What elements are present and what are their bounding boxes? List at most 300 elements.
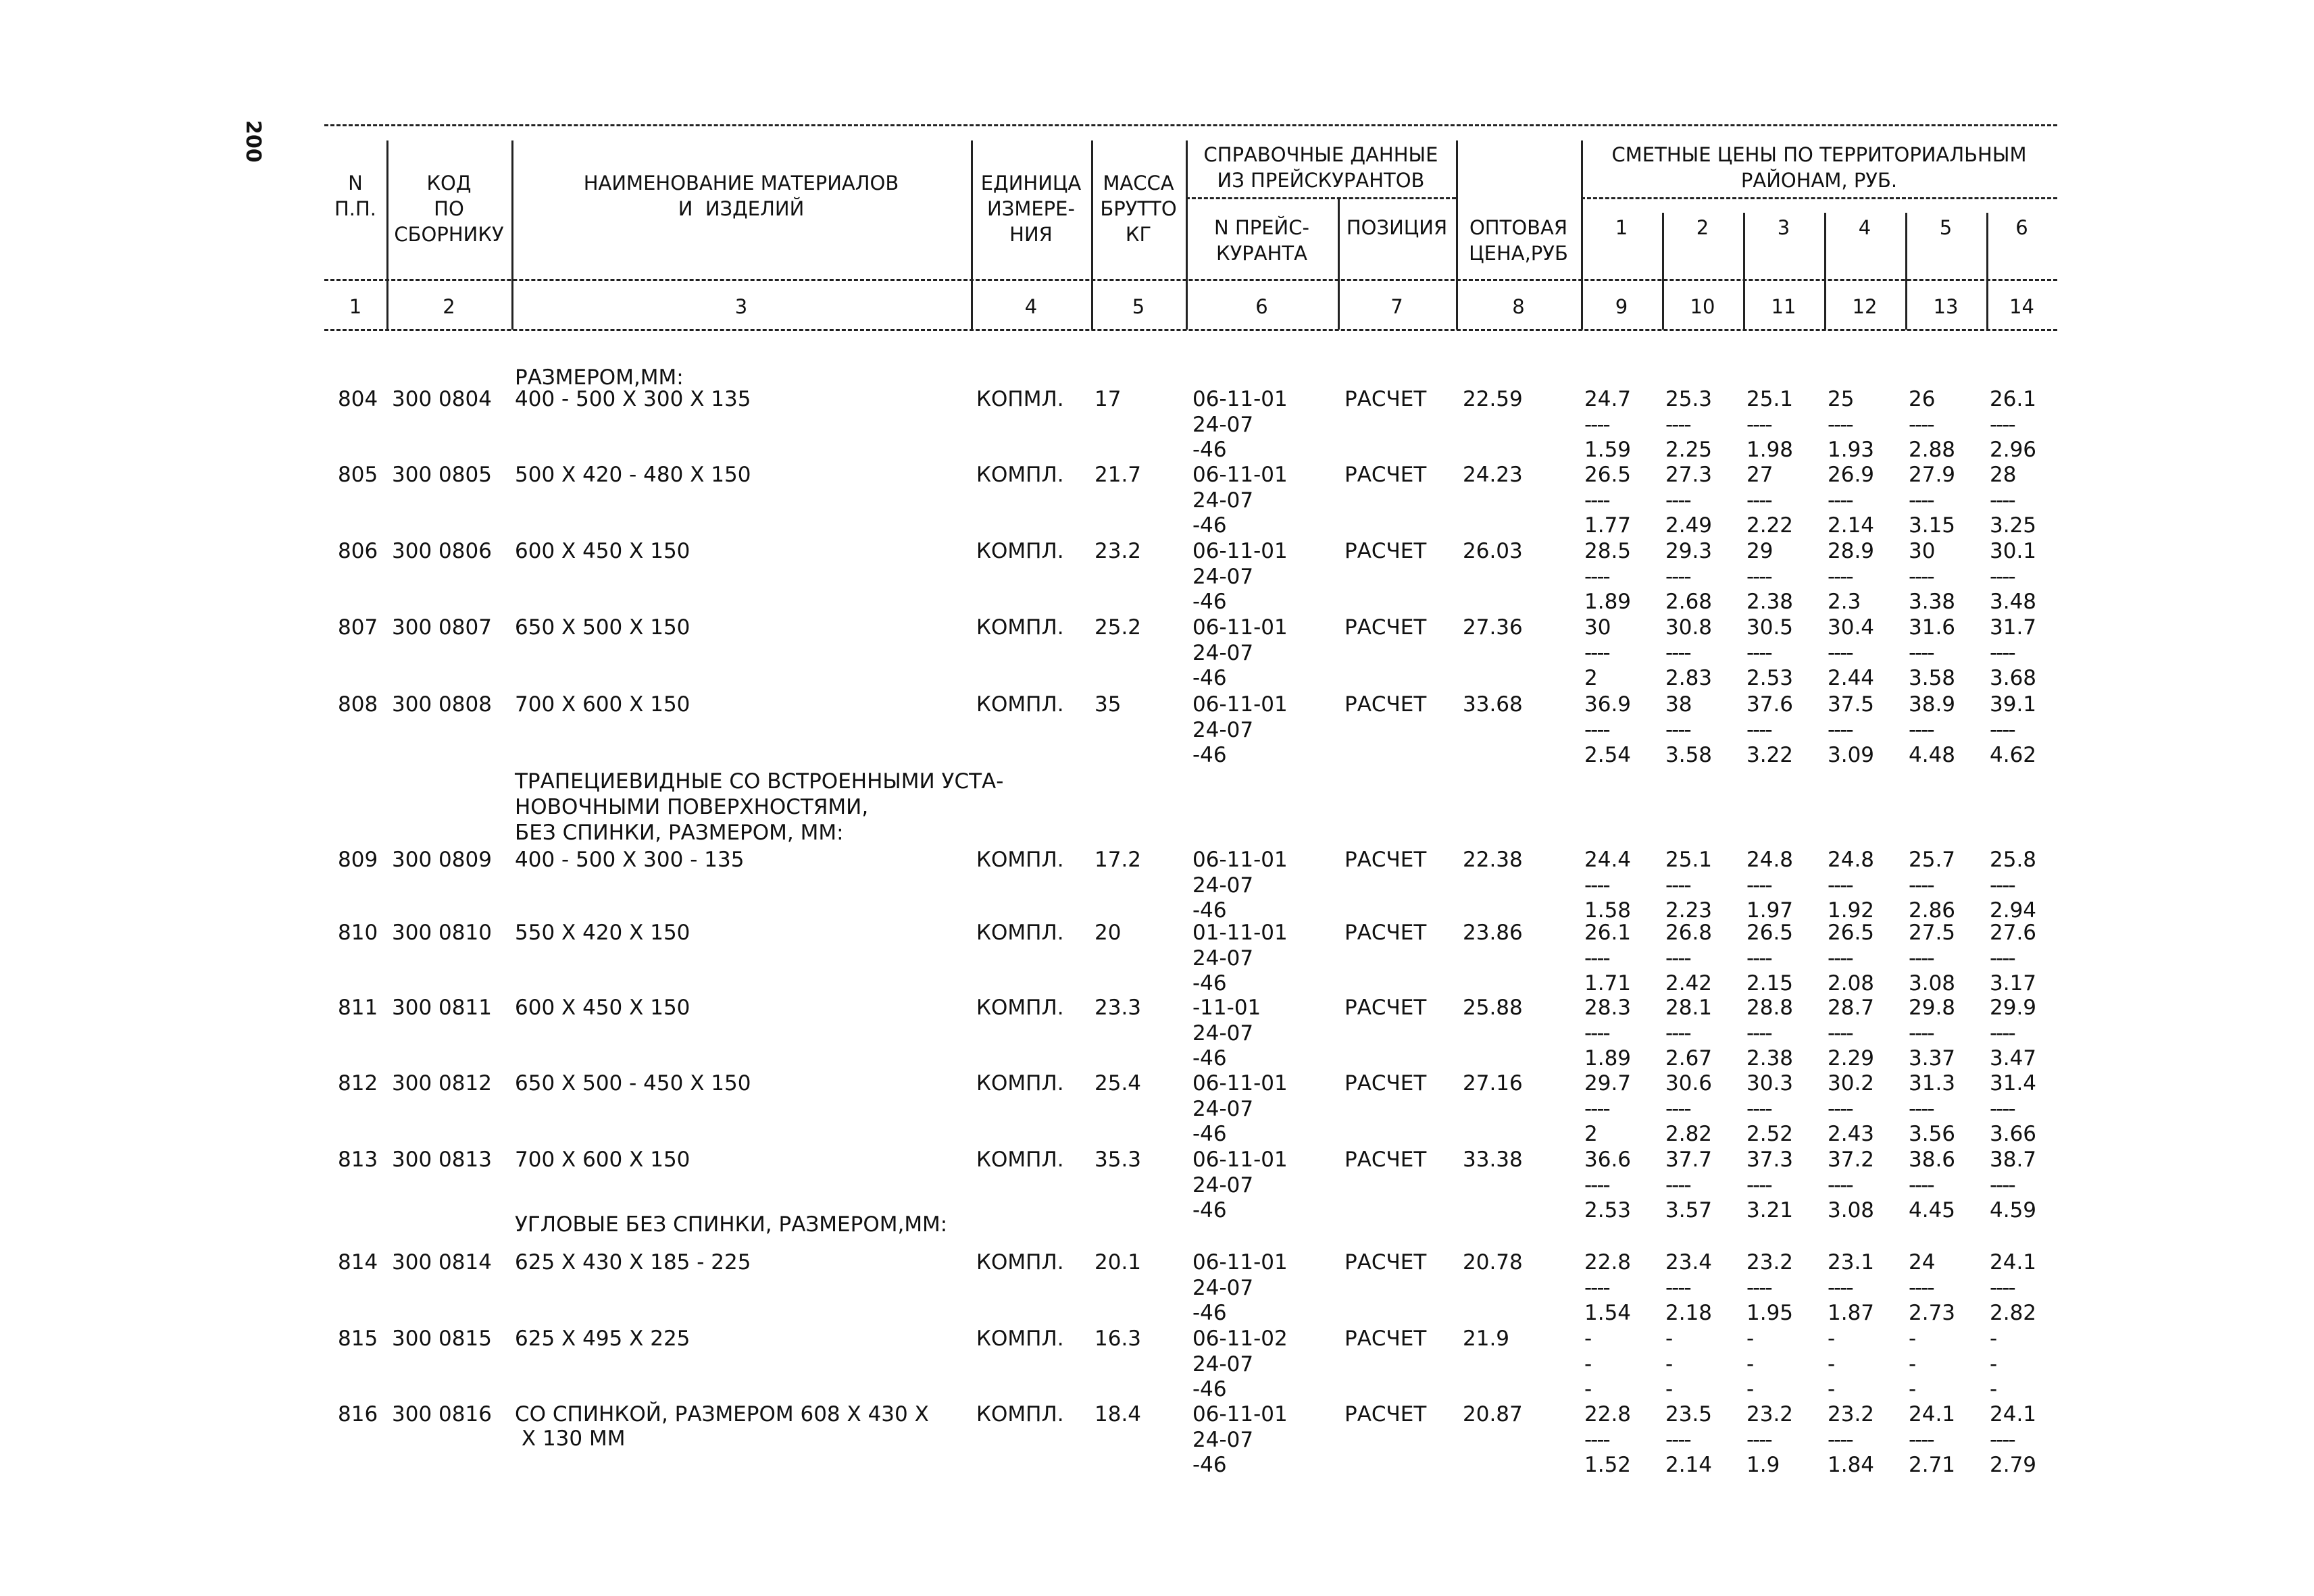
row-region-price: 25.3 <box>1665 387 1713 411</box>
row-region-price-transport: 2.79 <box>1990 1453 2037 1477</box>
row-mass: 20.1 <box>1095 1250 1142 1275</box>
fraction-bar: ---- <box>1990 1021 2015 1046</box>
row-pricelist: -46 <box>1192 743 1227 767</box>
row-pricelist: -46 <box>1192 513 1227 538</box>
row-wholesale-price: 26.03 <box>1463 539 1523 563</box>
price-group-rule <box>1581 197 2057 199</box>
row-region-price-transport: 3.66 <box>1990 1122 2037 1146</box>
fraction-bar: ---- <box>1990 946 2015 971</box>
row-name: 400 - 500 X 300 - 135 <box>515 848 745 872</box>
row-unit: КОМПЛ. <box>976 848 1064 872</box>
fraction-bar: ---- <box>1990 873 2015 898</box>
row-region-price: 30.1 <box>1990 539 2037 563</box>
row-unit: КОМПЛ. <box>976 615 1064 640</box>
fraction-bar: ---- <box>1665 1173 1690 1198</box>
row-region-price-transport: 2.38 <box>1746 590 1794 614</box>
row-region-price: 26 <box>1909 387 1936 411</box>
row-mass: 21.7 <box>1095 463 1142 487</box>
row-name: 400 - 500 X 300 X 135 <box>515 387 751 411</box>
row-region-price: 28.5 <box>1584 539 1632 563</box>
row-mass: 23.2 <box>1095 539 1142 563</box>
fraction-bar: ---- <box>1909 717 1934 742</box>
fraction-bar: ---- <box>1909 1021 1934 1046</box>
row-region-price: 27.6 <box>1990 921 2037 945</box>
row-pricelist: -46 <box>1192 438 1227 462</box>
fraction-bar: ---- <box>1584 717 1609 742</box>
table-header <box>324 122 2057 334</box>
row-region-price-transport: 3.15 <box>1909 513 1956 538</box>
header-col-price: ОПТОВАЯ ЦЕНА,РУБ <box>1469 216 1568 265</box>
row-pricelist: -46 <box>1192 1301 1227 1325</box>
fraction-bar: ---- <box>1665 1275 1690 1300</box>
fraction-bar: ---- <box>1584 1173 1609 1198</box>
row-position: РАСЧЕТ <box>1344 996 1427 1020</box>
row-region-price-transport: 2.71 <box>1909 1453 1956 1477</box>
row-region-price-transport: 2.14 <box>1828 513 1875 538</box>
row-region-price: 23.5 <box>1665 1402 1713 1426</box>
row-mass: 20 <box>1095 921 1122 945</box>
row-region-price: 30.6 <box>1665 1071 1713 1096</box>
row-region-price: 24.8 <box>1746 848 1794 872</box>
row-region-price: 30.3 <box>1746 1071 1794 1096</box>
row-pricelist: 06-11-01 <box>1192 539 1288 563</box>
fraction-bar: ---- <box>1828 1275 1853 1300</box>
row-region-price-transport: 2.08 <box>1828 971 1875 996</box>
row-name: 650 X 500 X 150 <box>515 615 690 640</box>
fraction-bar: ---- <box>1665 640 1690 665</box>
header-col-unit: ЕДИНИЦА ИЗМЕРЕ- НИЯ <box>980 172 1082 246</box>
row-pricelist: -46 <box>1192 898 1227 923</box>
row-wholesale-price: 24.23 <box>1463 463 1523 487</box>
row-region-price-transport: - <box>1909 1377 1917 1401</box>
row-code: 300 0814 <box>392 1250 492 1275</box>
header-col-code: КОД ПО СБОРНИКУ <box>394 172 504 246</box>
row-region-price-transport: 1.92 <box>1828 898 1875 923</box>
row-region-price-transport: - <box>1584 1377 1592 1401</box>
fraction-bar: ---- <box>1746 873 1771 898</box>
row-wholesale-price: 33.68 <box>1463 692 1523 717</box>
row-region-price: 38.7 <box>1990 1148 2037 1172</box>
row-region-price: 30.5 <box>1746 615 1794 640</box>
row-region-price: 24.1 <box>1909 1402 1956 1426</box>
row-region-price: - <box>1584 1327 1592 1351</box>
header-mid-rule <box>324 279 2057 281</box>
fraction-bar: - <box>1665 1352 1672 1376</box>
row-region-price-transport: 2.53 <box>1584 1198 1632 1222</box>
row-pricelist: 24-07 <box>1192 1021 1254 1046</box>
row-name: 700 X 600 X 150 <box>515 692 690 717</box>
fraction-bar: ---- <box>1828 564 1853 589</box>
fraction-bar: ---- <box>1584 564 1609 589</box>
row-region-price-transport: 3.37 <box>1909 1046 1956 1071</box>
row-position: РАСЧЕТ <box>1344 463 1427 487</box>
row-region-price: 25.7 <box>1909 848 1956 872</box>
fraction-bar: ---- <box>1909 946 1934 971</box>
row-region-price-transport: 2.18 <box>1665 1301 1713 1325</box>
fraction-bar: ---- <box>1746 1096 1771 1121</box>
fraction-bar: ---- <box>1909 1096 1934 1121</box>
header-col-index: 12 <box>1852 295 1878 318</box>
row-region-price-transport: 2.3 <box>1828 590 1861 614</box>
row-number: 815 <box>338 1327 378 1351</box>
row-region-price-transport: 2.52 <box>1746 1122 1794 1146</box>
row-region-price: - <box>1990 1327 1998 1351</box>
ref-group-rule <box>1186 197 1456 199</box>
row-pricelist: -46 <box>1192 1046 1227 1071</box>
row-wholesale-price: 22.38 <box>1463 848 1523 872</box>
row-pricelist: -46 <box>1192 1198 1227 1222</box>
row-region-price: 23.1 <box>1828 1250 1875 1275</box>
row-region-price: 24.7 <box>1584 387 1632 411</box>
row-region-price: 28.7 <box>1828 996 1875 1020</box>
row-region-price-transport: 2.25 <box>1665 438 1713 462</box>
fraction-bar: ---- <box>1665 412 1690 437</box>
row-pricelist: 06-11-01 <box>1192 387 1288 411</box>
row-wholesale-price: 20.78 <box>1463 1250 1523 1275</box>
row-region-price-transport: 1.89 <box>1584 590 1632 614</box>
row-region-price-transport: 2.73 <box>1909 1301 1956 1325</box>
row-region-price-transport: 2.42 <box>1665 971 1713 996</box>
row-region-price-transport: 2.67 <box>1665 1046 1713 1071</box>
fraction-bar: ---- <box>1828 488 1853 513</box>
row-pricelist: 06-11-01 <box>1192 692 1288 717</box>
page-number: 200 <box>241 120 265 163</box>
fraction-bar: ---- <box>1746 717 1771 742</box>
row-region-price: 39.1 <box>1990 692 2037 717</box>
fraction-bar: ---- <box>1990 488 2015 513</box>
section-title: РАЗМЕРОМ,ММ: <box>515 365 684 390</box>
row-region-price-transport: 1.52 <box>1584 1453 1632 1477</box>
row-region-price: 28.8 <box>1746 996 1794 1020</box>
row-region-price: 38.6 <box>1909 1148 1956 1172</box>
row-pricelist: -46 <box>1192 1122 1227 1146</box>
row-pricelist: 06-11-01 <box>1192 1250 1288 1275</box>
row-region-price-transport: 3.17 <box>1990 971 2037 996</box>
fraction-bar: ---- <box>1584 873 1609 898</box>
row-number: 808 <box>338 692 378 717</box>
row-region-price-transport: 3.09 <box>1828 743 1875 767</box>
row-region-price-transport: 3.25 <box>1990 513 2037 538</box>
fraction-bar: ---- <box>1828 946 1853 971</box>
row-region-price: 22.8 <box>1584 1250 1632 1275</box>
row-region-price: 28.1 <box>1665 996 1713 1020</box>
row-region-price-transport: 4.59 <box>1990 1198 2037 1222</box>
row-number: 805 <box>338 463 378 487</box>
row-region-price: 37.2 <box>1828 1148 1875 1172</box>
row-number: 814 <box>338 1250 378 1275</box>
row-region-price: 23.4 <box>1665 1250 1713 1275</box>
row-unit: КОМПЛ. <box>976 1402 1064 1426</box>
row-region-price: 29.3 <box>1665 539 1713 563</box>
header-col-index: 4 <box>1024 295 1038 318</box>
row-pricelist: 06-11-01 <box>1192 463 1288 487</box>
row-region-price-transport: 1.77 <box>1584 513 1632 538</box>
row-position: РАСЧЕТ <box>1344 1148 1427 1172</box>
row-name: 600 X 450 X 150 <box>515 539 690 563</box>
row-pricelist: 24-07 <box>1192 1352 1254 1376</box>
row-position: РАСЧЕТ <box>1344 692 1427 717</box>
header-col-index: 11 <box>1771 295 1796 318</box>
row-number: 816 <box>338 1402 378 1426</box>
row-number: 807 <box>338 615 378 640</box>
row-pricelist: 24-07 <box>1192 1096 1254 1121</box>
header-region-4: 4 <box>1858 216 1871 239</box>
row-region-price-transport: - <box>1990 1377 1998 1401</box>
row-region-price-transport: 3.68 <box>1990 666 2037 690</box>
fraction-bar: ---- <box>1665 564 1690 589</box>
row-region-price: 24.8 <box>1828 848 1875 872</box>
row-region-price: 26.9 <box>1828 463 1875 487</box>
row-region-price-transport: 2.82 <box>1990 1301 2037 1325</box>
row-wholesale-price: 23.86 <box>1463 921 1523 945</box>
row-region-price-transport: 3.58 <box>1909 666 1956 690</box>
row-region-price-transport: 3.47 <box>1990 1046 2037 1071</box>
row-code: 300 0816 <box>392 1402 492 1426</box>
row-region-price-transport: 2.94 <box>1990 898 2037 923</box>
row-region-price-transport: 1.58 <box>1584 898 1632 923</box>
row-region-price: - <box>1909 1327 1917 1351</box>
row-pricelist: 24-07 <box>1192 1275 1254 1300</box>
fraction-bar: ---- <box>1828 412 1853 437</box>
row-region-price-transport: 3.38 <box>1909 590 1956 614</box>
fraction-bar: ---- <box>1665 1427 1690 1452</box>
row-region-price-transport: 2 <box>1584 1122 1598 1146</box>
row-region-price: 24.1 <box>1990 1402 2037 1426</box>
fraction-bar: ---- <box>1990 564 2015 589</box>
row-unit: КОМПЛ. <box>976 996 1064 1020</box>
header-bottom-rule <box>324 329 2057 331</box>
fraction-bar: ---- <box>1746 564 1771 589</box>
header-col-index: 3 <box>734 295 748 318</box>
row-region-price: 26.1 <box>1990 387 2037 411</box>
row-region-price-transport: 2.15 <box>1746 971 1794 996</box>
fraction-bar: ---- <box>1828 1427 1853 1452</box>
row-region-price: 26.5 <box>1746 921 1794 945</box>
row-name: 625 X 430 X 185 - 225 <box>515 1250 751 1275</box>
header-col-mass: МАССА БРУТТО КГ <box>1100 172 1177 246</box>
fraction-bar: ---- <box>1909 873 1934 898</box>
row-number: 804 <box>338 387 378 411</box>
header-col-index: 8 <box>1512 295 1525 318</box>
row-pricelist: 24-07 <box>1192 873 1254 898</box>
fraction-bar: ---- <box>1909 1173 1934 1198</box>
row-position: РАСЧЕТ <box>1344 539 1427 563</box>
row-region-price: - <box>1828 1327 1836 1351</box>
row-region-price: 36.9 <box>1584 692 1632 717</box>
row-region-price: 23.2 <box>1828 1402 1875 1426</box>
fraction-bar: ---- <box>1584 946 1609 971</box>
row-region-price: 29.8 <box>1909 996 1956 1020</box>
row-region-price: 31.6 <box>1909 615 1956 640</box>
row-region-price-transport: 1.87 <box>1828 1301 1875 1325</box>
row-pricelist: 24-07 <box>1192 1427 1254 1452</box>
row-wholesale-price: 27.16 <box>1463 1071 1523 1096</box>
fraction-bar: ---- <box>1584 1096 1609 1121</box>
fraction-bar: ---- <box>1746 1427 1771 1452</box>
row-pricelist: 24-07 <box>1192 412 1254 437</box>
row-region-price-transport: 2.54 <box>1584 743 1632 767</box>
fraction-bar: ---- <box>1746 1021 1771 1046</box>
row-pricelist: -46 <box>1192 590 1227 614</box>
row-unit: КОМПЛ. <box>976 539 1064 563</box>
header-region-6: 6 <box>2015 216 2028 239</box>
fraction-bar: ---- <box>1584 1275 1609 1300</box>
fraction-bar: ---- <box>1746 488 1771 513</box>
header-col-index: 5 <box>1132 295 1145 318</box>
row-pricelist: 24-07 <box>1192 946 1254 971</box>
row-region-price: 37.7 <box>1665 1148 1713 1172</box>
fraction-bar: ---- <box>1665 1096 1690 1121</box>
row-region-price-transport: 4.48 <box>1909 743 1956 767</box>
fraction-bar: ---- <box>1584 640 1609 665</box>
row-region-price: 26.5 <box>1584 463 1632 487</box>
row-position: РАСЧЕТ <box>1344 387 1427 411</box>
fraction-bar: ---- <box>1990 1275 2015 1300</box>
row-region-price-transport: 1.97 <box>1746 898 1794 923</box>
fraction-bar: ---- <box>1990 1096 2015 1121</box>
row-wholesale-price: 20.87 <box>1463 1402 1523 1426</box>
row-region-price: 30 <box>1584 615 1611 640</box>
row-code: 300 0806 <box>392 539 492 563</box>
row-pricelist: 01-11-01 <box>1192 921 1288 945</box>
fraction-bar: ---- <box>1990 640 2015 665</box>
section-title: УГЛОВЫЕ БЕЗ СПИНКИ, РАЗМЕРОМ,ММ: <box>515 1212 948 1237</box>
row-pricelist: 06-11-01 <box>1192 848 1288 872</box>
row-wholesale-price: 22.59 <box>1463 387 1523 411</box>
row-pricelist: 06-11-01 <box>1192 1148 1288 1172</box>
row-region-price: 24 <box>1909 1250 1936 1275</box>
fraction-bar: ---- <box>1828 640 1853 665</box>
row-region-price-transport: 2.44 <box>1828 666 1875 690</box>
row-region-price: 38.9 <box>1909 692 1956 717</box>
row-region-price: 22.8 <box>1584 1402 1632 1426</box>
fraction-bar: ---- <box>1584 488 1609 513</box>
row-region-price-transport: 1.98 <box>1746 438 1794 462</box>
row-region-price: - <box>1665 1327 1674 1351</box>
row-region-price-transport: 3.21 <box>1746 1198 1794 1222</box>
fraction-bar: - <box>1909 1352 1915 1376</box>
fraction-bar: ---- <box>1746 1275 1771 1300</box>
row-region-price: 30 <box>1909 539 1936 563</box>
row-region-price-transport: 2.68 <box>1665 590 1713 614</box>
row-region-price-transport: 1.59 <box>1584 438 1632 462</box>
row-code: 300 0815 <box>392 1327 492 1351</box>
header-region-5: 5 <box>1939 216 1953 239</box>
row-region-price: 24.4 <box>1584 848 1632 872</box>
row-region-price: 27 <box>1746 463 1774 487</box>
row-region-price-transport: 2.82 <box>1665 1122 1713 1146</box>
header-col-name: НАИМЕНОВАНИЕ МАТЕРИАЛОВ И ИЗДЕЛИЙ <box>583 172 899 220</box>
fraction-bar: ---- <box>1828 873 1853 898</box>
fraction-bar: ---- <box>1746 412 1771 437</box>
row-position: РАСЧЕТ <box>1344 615 1427 640</box>
row-mass: 17 <box>1095 387 1122 411</box>
fraction-bar: ---- <box>1584 1021 1609 1046</box>
row-region-price: 26.5 <box>1828 921 1875 945</box>
row-pricelist: 24-07 <box>1192 640 1254 665</box>
row-pricelist: 06-11-01 <box>1192 615 1288 640</box>
header-col-index: 1 <box>349 295 362 318</box>
row-mass: 35 <box>1095 692 1122 717</box>
fraction-bar: - <box>1990 1352 1996 1376</box>
row-region-price-transport: 2.22 <box>1746 513 1794 538</box>
row-code: 300 0812 <box>392 1071 492 1096</box>
fraction-bar: ---- <box>1746 1173 1771 1198</box>
fraction-bar: ---- <box>1909 488 1934 513</box>
fraction-bar: ---- <box>1584 412 1609 437</box>
row-region-price-transport: 2.14 <box>1665 1453 1713 1477</box>
row-code: 300 0811 <box>392 996 492 1020</box>
row-code: 300 0807 <box>392 615 492 640</box>
row-unit: КОМПЛ. <box>976 921 1064 945</box>
row-mass: 18.4 <box>1095 1402 1142 1426</box>
row-region-price: 31.7 <box>1990 615 2037 640</box>
fraction-bar: ---- <box>1828 1021 1853 1046</box>
row-region-price: 37.6 <box>1746 692 1794 717</box>
row-region-price-transport: 1.84 <box>1828 1453 1875 1477</box>
row-unit: КОМПЛ. <box>976 463 1064 487</box>
row-region-price-transport: 2.88 <box>1909 438 1956 462</box>
row-region-price: 27.3 <box>1665 463 1713 487</box>
fraction-bar: - <box>1746 1352 1753 1376</box>
row-name: 700 X 600 X 150 <box>515 1148 690 1172</box>
fraction-bar: ---- <box>1665 488 1690 513</box>
header-col-position: ПОЗИЦИЯ <box>1346 216 1448 239</box>
fraction-bar: ---- <box>1909 1275 1934 1300</box>
row-region-price: 28.9 <box>1828 539 1875 563</box>
header-col-index: 9 <box>1615 295 1628 318</box>
row-pricelist: 24-07 <box>1192 717 1254 742</box>
row-region-price: 27.9 <box>1909 463 1956 487</box>
row-unit: КОПМЛ. <box>976 387 1064 411</box>
row-region-price: 25.1 <box>1746 387 1794 411</box>
row-name: 600 X 450 X 150 <box>515 996 690 1020</box>
header-ref-group: СПРАВОЧНЫЕ ДАННЫЕ ИЗ ПРЕЙСКУРАНТОВ <box>1203 143 1438 192</box>
row-code: 300 0809 <box>392 848 492 872</box>
row-region-price: 23.2 <box>1746 1402 1794 1426</box>
section-title: ТРАПЕЦИЕВИДНЫЕ СО ВСТРОЕННЫМИ УСТА- НОВОЧНЫМИ ПОВЕРХНОСТЯМИ, БЕЗ СПИНКИ, РАЗМЕРОМ, ММ: <box>515 769 1004 845</box>
row-pricelist: -46 <box>1192 1453 1227 1477</box>
row-number: 806 <box>338 539 378 563</box>
row-region-price-transport: 2.38 <box>1746 1046 1794 1071</box>
row-region-price: 25.8 <box>1990 848 2037 872</box>
row-region-price-transport: 2.53 <box>1746 666 1794 690</box>
row-mass: 35.3 <box>1095 1148 1142 1172</box>
row-pricelist: -46 <box>1192 666 1227 690</box>
row-name: 500 X 420 - 480 X 150 <box>515 463 751 487</box>
row-region-price-transport: 3.58 <box>1665 743 1713 767</box>
row-region-price: 25 <box>1828 387 1855 411</box>
fraction-bar: ---- <box>1746 640 1771 665</box>
row-region-price-transport: 1.95 <box>1746 1301 1794 1325</box>
header-col-index: 2 <box>443 295 455 318</box>
row-region-price-transport: 3.08 <box>1909 971 1956 996</box>
row-region-price-transport: 3.48 <box>1990 590 2037 614</box>
row-unit: КОМПЛ. <box>976 1327 1064 1351</box>
header-col-index: 14 <box>2009 295 2034 318</box>
row-code: 300 0804 <box>392 387 492 411</box>
fraction-bar: ---- <box>1909 412 1934 437</box>
row-region-price: 31.3 <box>1909 1071 1956 1096</box>
row-region-price-transport: 3.56 <box>1909 1122 1956 1146</box>
row-unit: КОМПЛ. <box>976 1071 1064 1096</box>
row-region-price: 27.5 <box>1909 921 1956 945</box>
header-col-index: 13 <box>1933 295 1959 318</box>
row-region-price: 30.8 <box>1665 615 1713 640</box>
row-name: 625 X 495 X 225 <box>515 1327 690 1351</box>
row-region-price-transport: 2.29 <box>1828 1046 1875 1071</box>
row-region-price-transport: 2 <box>1584 666 1598 690</box>
